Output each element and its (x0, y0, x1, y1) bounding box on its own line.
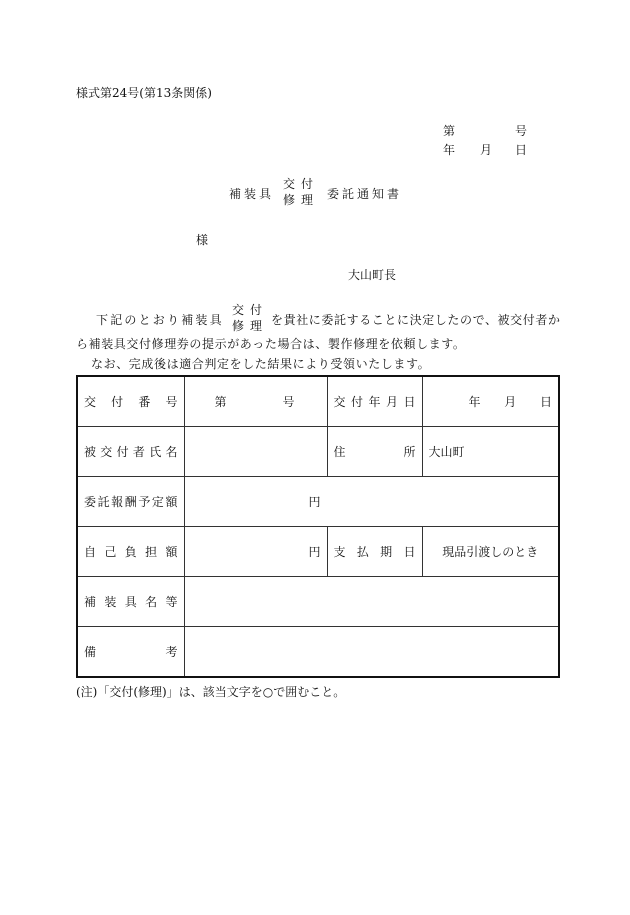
issue-date-day: 日 (539, 395, 552, 409)
commission-fee-value[interactable] (184, 477, 559, 527)
table-row-recipient (77, 427, 559, 477)
title-option-stack (283, 176, 319, 208)
commission-fee-unit: 円 (308, 495, 321, 509)
issue-date-value[interactable] (422, 376, 559, 427)
title-option-issue: 交付 (283, 177, 320, 191)
payment-date-label: 支払期日 (327, 527, 422, 577)
body-option-repair: 修理 (232, 319, 269, 333)
body-line3: なお、完成後は適合判定をした結果により受領いたします。 (91, 357, 431, 371)
issuer-name: 大山町長 (348, 268, 397, 282)
title-option-repair: 修理 (283, 193, 320, 207)
table-row-device-name (77, 577, 559, 627)
address-value[interactable]: 大山町 (422, 427, 559, 477)
issue-number-label: 交付番号 (77, 376, 184, 427)
number-prefix: 第 (443, 124, 456, 138)
table-row-remarks (77, 627, 559, 678)
remarks-label: 備考 (77, 627, 184, 678)
number-suffix: 号 (515, 124, 528, 138)
issue-number-value[interactable] (184, 376, 327, 427)
table-row-self-pay (77, 527, 559, 577)
device-name-value[interactable] (184, 577, 559, 627)
date-month-label: 月 (480, 143, 493, 157)
title-suffix: 委託通知書 (327, 187, 403, 201)
body-line1-start: 下記のとおり補装具 (96, 313, 224, 327)
commission-fee-label: 委託報酬予定額 (77, 477, 184, 527)
body-option-issue: 交付 (232, 303, 269, 317)
recipient-name-label: 被交付者氏名 (77, 427, 184, 477)
device-name-label: 補装具名等 (77, 577, 184, 627)
addressee-honorific: 様 (196, 233, 209, 247)
issue-date-month: 月 (504, 395, 517, 409)
issue-number-go: 号 (282, 395, 295, 409)
title-prefix: 補装具 (229, 187, 275, 201)
issue-number-dai: 第 (214, 395, 227, 409)
self-pay-label: 自己負担額 (77, 527, 184, 577)
body-option-stack (232, 302, 268, 334)
issue-date-label: 交付年月日 (327, 376, 422, 427)
body-line2: ら補装具交付修理券の提示があった場合は、製作修理を依頼します。 (76, 337, 466, 351)
payment-date-value: 現品引渡しのとき (422, 527, 559, 577)
date-day-label: 日 (515, 143, 528, 157)
body-line1-end: を貴社に委託することに決定したので、被交付者か (271, 313, 561, 327)
table-row-commission-fee (77, 477, 559, 527)
date-year-label: 年 (443, 143, 456, 157)
table-row-issue-number (77, 376, 559, 427)
form-number: 様式第24号(第13条関係) (76, 86, 212, 100)
details-table (76, 375, 560, 678)
self-pay-value[interactable]: 円 (184, 527, 327, 577)
issue-date-year: 年 (468, 395, 481, 409)
remarks-value[interactable] (184, 627, 559, 678)
address-label: 住所 (327, 427, 422, 477)
recipient-name-value[interactable] (184, 427, 327, 477)
footnote: (注)「交付(修理)」は、該当文字を○で囲むこと。 (76, 685, 346, 699)
